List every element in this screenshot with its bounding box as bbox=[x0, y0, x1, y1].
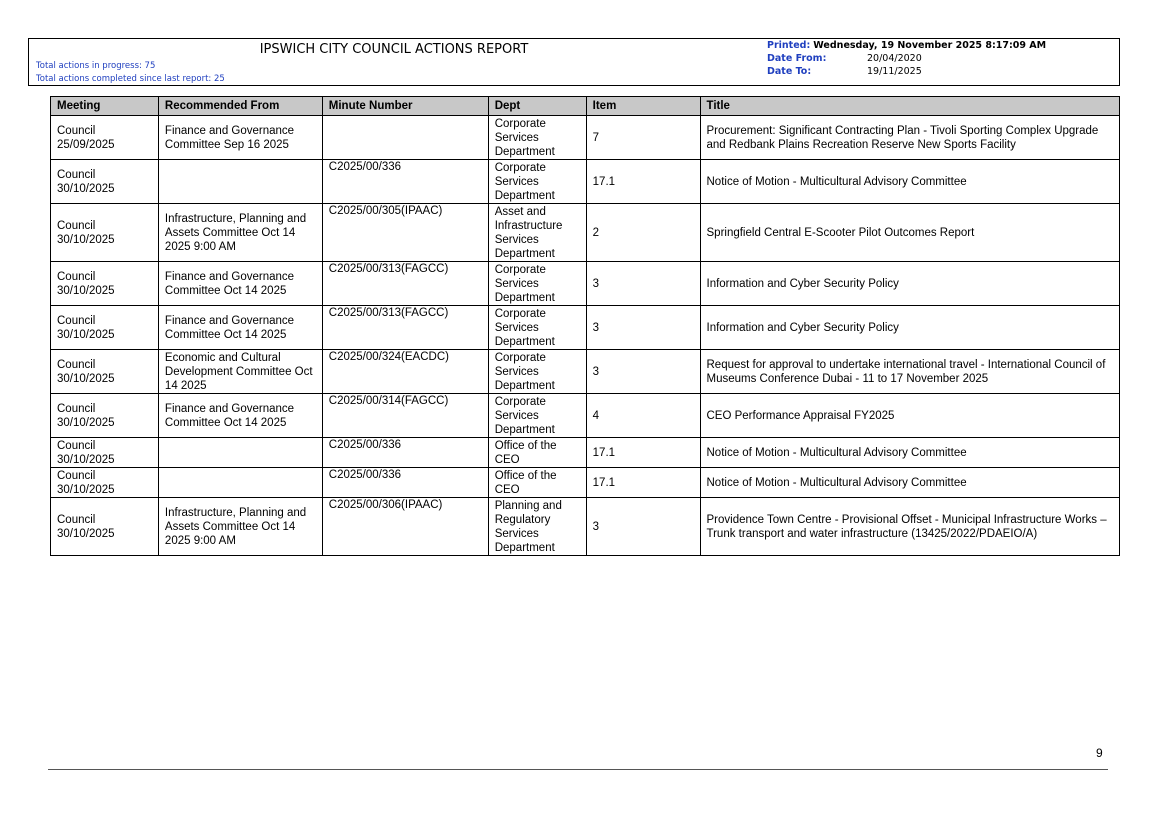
meeting-cell: Council 30/10/2025 bbox=[51, 204, 159, 262]
dept-cell: Asset and Infrastructure Services Department bbox=[488, 204, 586, 262]
item-cell: 17.1 bbox=[586, 160, 700, 204]
title-cell: Information and Cyber Security Policy bbox=[700, 262, 1120, 306]
report-header bbox=[28, 38, 1120, 86]
title-cell: Procurement: Significant Contracting Plan - Tivoli Sporting Complex Upgrade and Redbank Plains Recreation Reserve New Sports Facility bbox=[700, 116, 1120, 160]
dept-cell: Corporate Services Department bbox=[488, 160, 586, 204]
recommended-from-cell: Finance and Governance Committee Oct 14 2025 bbox=[158, 262, 322, 306]
date-to-value: 19/11/2025 bbox=[867, 66, 922, 77]
column-header: Minute Number bbox=[322, 97, 488, 116]
item-cell: 4 bbox=[586, 394, 700, 438]
dept-cell: Corporate Services Department bbox=[488, 306, 586, 350]
recommended-from-cell bbox=[158, 160, 322, 204]
title-cell: Request for approval to undertake international travel - International Council of Museums Conference Dubai - 11 to 17 November 2025 bbox=[700, 350, 1120, 394]
meeting-cell: Council 30/10/2025 bbox=[51, 394, 159, 438]
date-from-label: Date From: bbox=[767, 53, 827, 64]
dept-cell: Corporate Services Department bbox=[488, 262, 586, 306]
meeting-cell: Council 25/09/2025 bbox=[51, 116, 159, 160]
dept-cell: Corporate Services Department bbox=[488, 116, 586, 160]
item-cell: 7 bbox=[586, 116, 700, 160]
item-cell: 17.1 bbox=[586, 438, 700, 468]
item-cell: 3 bbox=[586, 350, 700, 394]
recommended-from-cell: Finance and Governance Committee Oct 14 2025 bbox=[158, 306, 322, 350]
printed-line bbox=[767, 40, 1046, 51]
printed-value: Wednesday, 19 November 2025 8:17:09 AM bbox=[813, 40, 1047, 51]
table-row bbox=[51, 350, 1120, 394]
table-row bbox=[51, 262, 1120, 306]
table-row bbox=[51, 160, 1120, 204]
minute-number-cell bbox=[322, 116, 488, 160]
title-cell: Notice of Motion - Multicultural Advisory Committee bbox=[700, 468, 1120, 498]
recommended-from-cell bbox=[158, 468, 322, 498]
footer-divider bbox=[48, 769, 1108, 770]
item-cell: 17.1 bbox=[586, 468, 700, 498]
date-from-value: 20/04/2020 bbox=[867, 53, 922, 64]
column-header: Title bbox=[700, 97, 1120, 116]
table-row bbox=[51, 116, 1120, 160]
minute-number-cell: C2025/00/313(FAGCC) bbox=[322, 262, 488, 306]
recommended-from-cell: Infrastructure, Planning and Assets Committee Oct 14 2025 9:00 AM bbox=[158, 498, 322, 556]
page-number: 9 bbox=[1096, 746, 1103, 760]
minute-number-cell: C2025/00/305(IPAAC) bbox=[322, 204, 488, 262]
table-row bbox=[51, 498, 1120, 556]
title-cell: Information and Cyber Security Policy bbox=[700, 306, 1120, 350]
dept-cell: Corporate Services Department bbox=[488, 350, 586, 394]
table-row bbox=[51, 468, 1120, 498]
meeting-cell: Council 30/10/2025 bbox=[51, 262, 159, 306]
table-row bbox=[51, 204, 1120, 262]
table-row bbox=[51, 306, 1120, 350]
date-to-label: Date To: bbox=[767, 66, 812, 77]
item-cell: 2 bbox=[586, 204, 700, 262]
date-to-line bbox=[767, 66, 922, 77]
actions-table bbox=[50, 96, 1120, 556]
recommended-from-cell: Finance and Governance Committee Sep 16 2025 bbox=[158, 116, 322, 160]
recommended-from-cell: Infrastructure, Planning and Assets Committee Oct 14 2025 9:00 AM bbox=[158, 204, 322, 262]
minute-number-cell: C2025/00/306(IPAAC) bbox=[322, 498, 488, 556]
date-from-line bbox=[767, 53, 922, 64]
item-cell: 3 bbox=[586, 306, 700, 350]
actions-in-progress: Total actions in progress: 75 bbox=[36, 61, 156, 71]
meeting-cell: Council 30/10/2025 bbox=[51, 498, 159, 556]
dept-cell: Planning and Regulatory Services Department bbox=[488, 498, 586, 556]
meeting-cell: Council 30/10/2025 bbox=[51, 306, 159, 350]
item-cell: 3 bbox=[586, 498, 700, 556]
meeting-cell: Council 30/10/2025 bbox=[51, 438, 159, 468]
minute-number-cell: C2025/00/336 bbox=[322, 160, 488, 204]
column-header: Dept bbox=[488, 97, 586, 116]
item-cell: 3 bbox=[586, 262, 700, 306]
column-header: Meeting bbox=[51, 97, 159, 116]
minute-number-cell: C2025/00/324(EACDC) bbox=[322, 350, 488, 394]
dept-cell: Office of the CEO bbox=[488, 468, 586, 498]
dept-cell: Office of the CEO bbox=[488, 438, 586, 468]
minute-number-cell: C2025/00/313(FAGCC) bbox=[322, 306, 488, 350]
table-row bbox=[51, 438, 1120, 468]
dept-cell: Corporate Services Department bbox=[488, 394, 586, 438]
meeting-cell: Council 30/10/2025 bbox=[51, 350, 159, 394]
title-cell: Springfield Central E-Scooter Pilot Outcomes Report bbox=[700, 204, 1120, 262]
title-cell: Notice of Motion - Multicultural Advisory Committee bbox=[700, 438, 1120, 468]
column-header: Item bbox=[586, 97, 700, 116]
minute-number-cell: C2025/00/336 bbox=[322, 438, 488, 468]
recommended-from-cell: Economic and Cultural Development Committee Oct 14 2025 bbox=[158, 350, 322, 394]
meeting-cell: Council 30/10/2025 bbox=[51, 468, 159, 498]
table-row bbox=[51, 394, 1120, 438]
title-cell: Notice of Motion - Multicultural Advisory Committee bbox=[700, 160, 1120, 204]
recommended-from-cell bbox=[158, 438, 322, 468]
recommended-from-cell: Finance and Governance Committee Oct 14 2025 bbox=[158, 394, 322, 438]
report-title: IPSWICH CITY COUNCIL ACTIONS REPORT bbox=[259, 42, 529, 57]
minute-number-cell: C2025/00/314(FAGCC) bbox=[322, 394, 488, 438]
table-header-row bbox=[51, 97, 1120, 116]
column-header: Recommended From bbox=[158, 97, 322, 116]
actions-completed: Total actions completed since last report: 25 bbox=[36, 74, 225, 84]
minute-number-cell: C2025/00/336 bbox=[322, 468, 488, 498]
title-cell: Providence Town Centre - Provisional Offset - Municipal Infrastructure Works – Trunk transport and water infrastructure (13425/2022/PDAEIO/A) bbox=[700, 498, 1120, 556]
meeting-cell: Council 30/10/2025 bbox=[51, 160, 159, 204]
printed-label: Printed: bbox=[767, 40, 811, 51]
title-cell: CEO Performance Appraisal FY2025 bbox=[700, 394, 1120, 438]
